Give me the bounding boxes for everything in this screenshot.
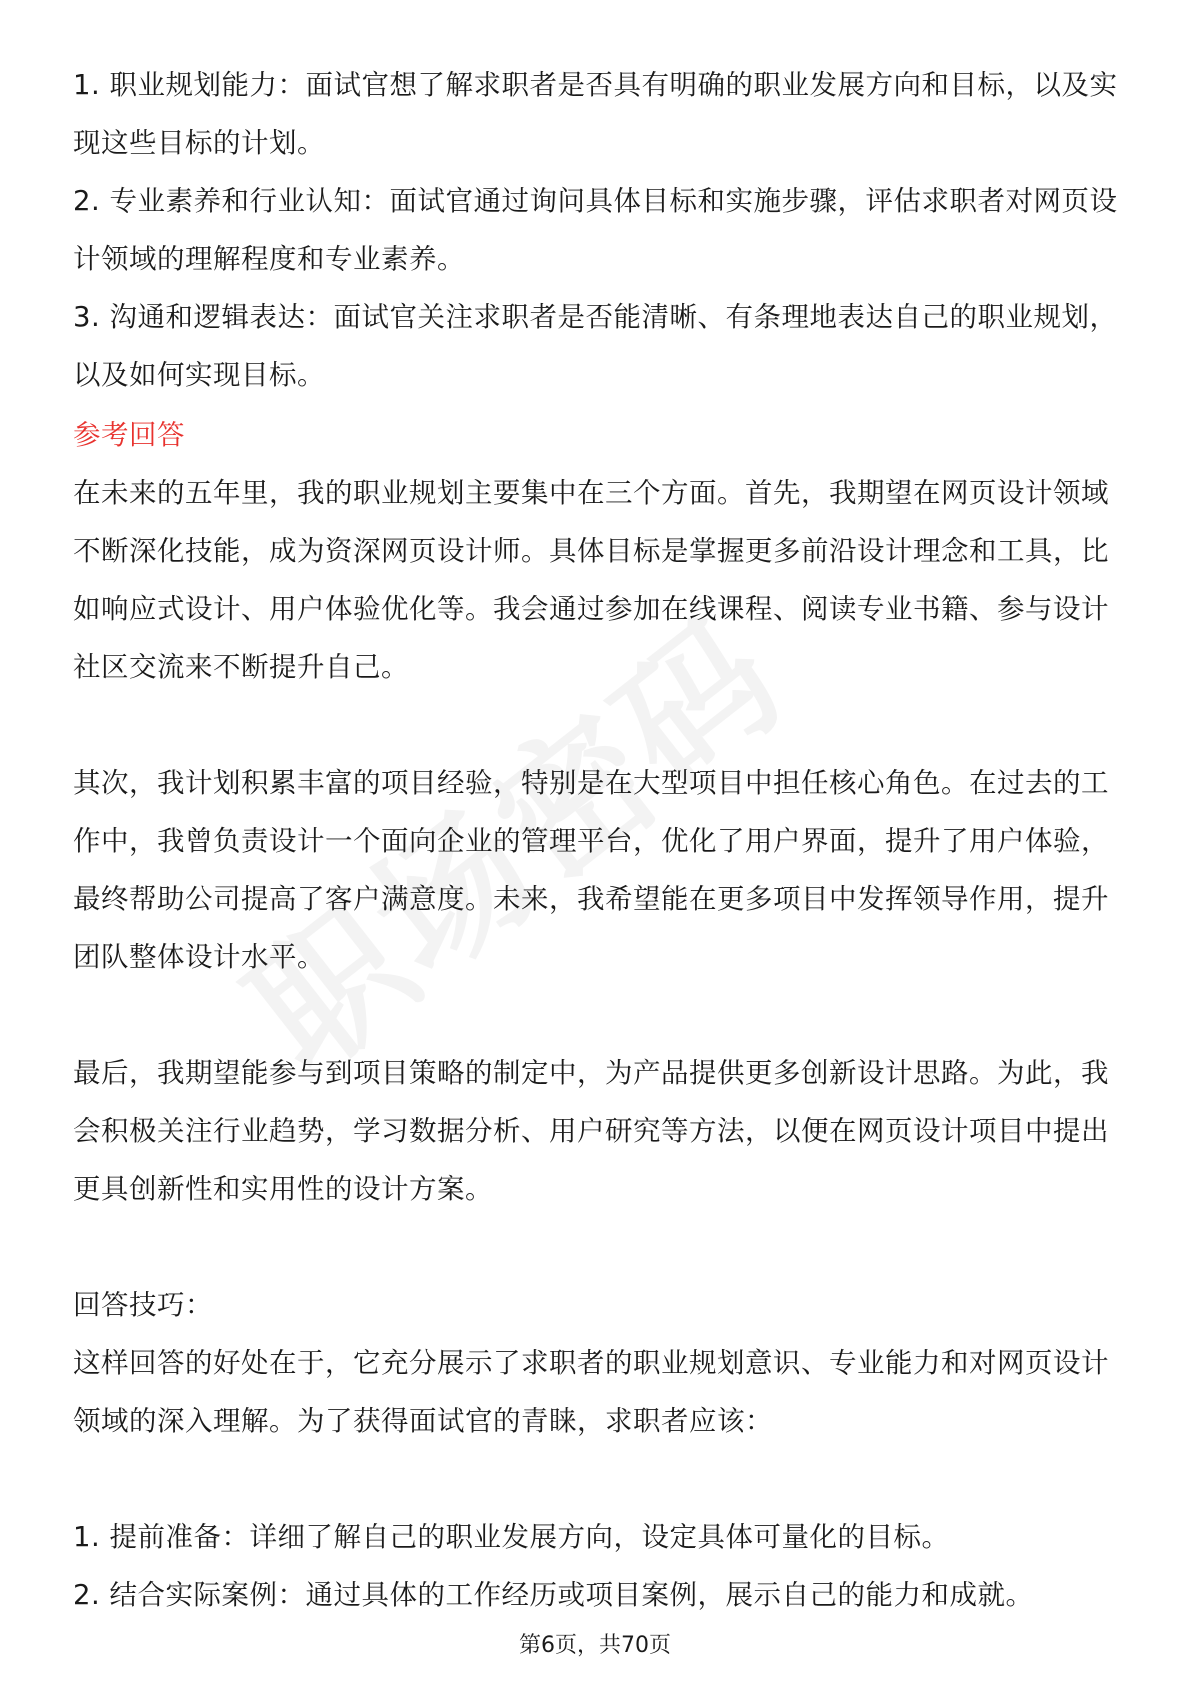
reference-answer-heading: 参考回答: [73, 419, 185, 451]
tips-title: 回答技巧：: [73, 1289, 213, 1321]
point-professional-literacy: 2. 专业素养和行业认知：面试官通过询问具体目标和实施步骤，评估求职者对网页设计领域的理解程度和专业素养。: [73, 185, 1118, 275]
point-communication: 3. 沟通和逻辑表达：面试官关注求职者是否能清晰、有条理地表达自己的职业规划，以及如何实现目标。: [73, 301, 1118, 391]
answer-paragraph-2: 其次，我计划积累丰富的项目经验，特别是在大型项目中担任核心角色。在过去的工作中，我曾负责设计一个面向企业的管理平台，优化了用户界面，提升了用户体验，最终帮助公司提高了客户满意度。未来，我希望能在更多项目中发挥领导作用，提升团队整体设计水平。: [73, 767, 1109, 973]
spacer: [73, 1450, 1118, 1508]
answer-paragraph-1: 在未来的五年里，我的职业规划主要集中在三个方面。首先，我期望在网页设计领域不断深化技能，成为资深网页设计师。具体目标是掌握更多前沿设计理念和工具，比如响应式设计、用户体验优化等。我会通过参加在线课程、阅读专业书籍、参与设计社区交流来不断提升自己。: [73, 477, 1109, 683]
page-number: 第6页，共70页: [519, 1633, 671, 1658]
spacer: [73, 696, 1118, 754]
spacer: [73, 986, 1118, 1044]
tips-intro: 这样回答的好处在于，它充分展示了求职者的职业规划意识、专业能力和对网页设计领域的深入理解。为了获得面试官的青睐，求职者应该：: [73, 1347, 1109, 1437]
tip-2: 2. 结合实际案例：通过具体的工作经历或项目案例，展示自己的能力和成就。: [73, 1579, 1034, 1611]
page-content: [73, 56, 1118, 1624]
tip-1: 1. 提前准备：详细了解自己的职业发展方向，设定具体可量化的目标。: [73, 1521, 950, 1553]
answer-paragraph-3: 最后，我期望能参与到项目策略的制定中，为产品提供更多创新设计思路。为此，我会积极关注行业趋势，学习数据分析、用户研究等方法，以便在网页设计项目中提出更具创新性和实用性的设计方案。: [73, 1057, 1109, 1205]
point-career-planning: 1. 职业规划能力：面试官想了解求职者是否具有明确的职业发展方向和目标，以及实现这些目标的计划。: [73, 69, 1118, 159]
spacer: [73, 1218, 1118, 1276]
